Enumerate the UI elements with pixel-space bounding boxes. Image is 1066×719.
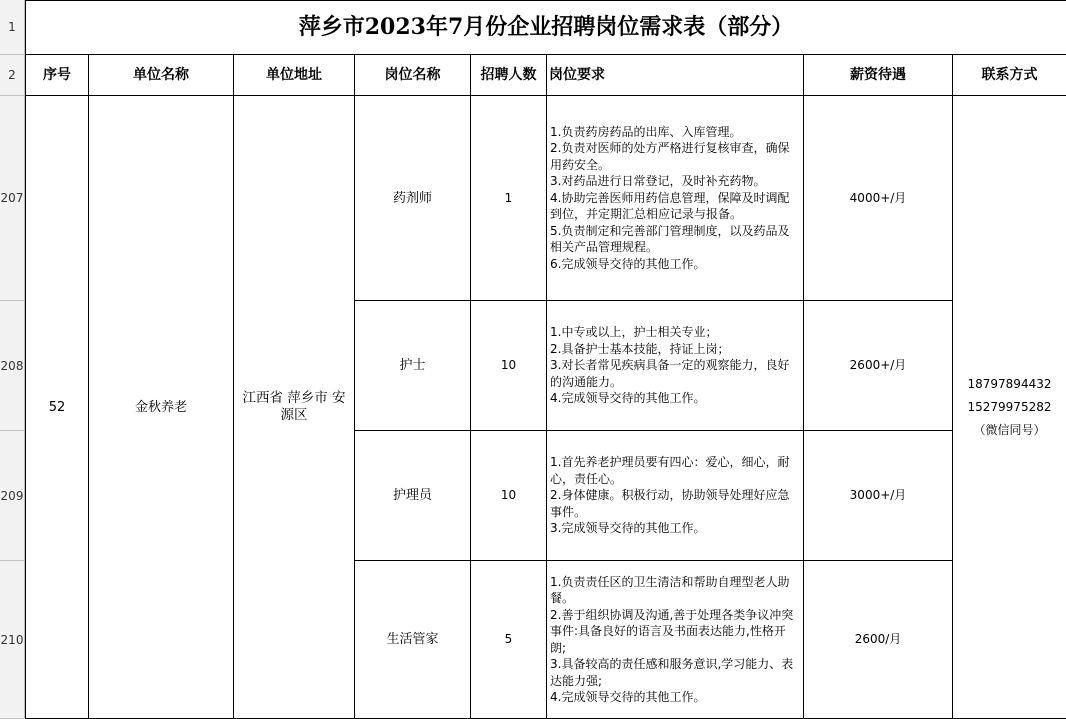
cell-requirements-208[interactable]	[547, 301, 804, 431]
cell-requirements-210[interactable]	[547, 561, 804, 719]
requirement-item: 2.身体健康。积极行动，协助领导处理好应急事件。	[550, 488, 790, 519]
requirement-item: 1.负责责任区的卫生清洁和帮助自理型老人助餐。	[550, 574, 790, 605]
contact-phone-2: 15279975282	[967, 399, 1052, 414]
header-contact[interactable]: 联系方式	[953, 55, 1066, 96]
cell-position-210[interactable]: 生活管家	[355, 561, 471, 719]
header-position[interactable]: 岗位名称	[355, 55, 471, 96]
header-address[interactable]: 单位地址	[234, 55, 355, 96]
requirement-item: 6.完成领导交待的其他工作。	[550, 256, 706, 271]
row-header-208[interactable]: 208	[0, 301, 25, 431]
requirement-item: 4.完成领导交待的其他工作。	[550, 391, 706, 406]
row-header-210[interactable]: 210	[0, 561, 25, 719]
requirement-item: 3.完成领导交待的其他工作。	[550, 521, 706, 536]
cell-count-209[interactable]: 10	[471, 431, 547, 561]
cell-address[interactable]: 江西省 萍乡市 安源区	[234, 96, 355, 719]
cell-position-208[interactable]: 护士	[355, 301, 471, 431]
requirement-item: 1.中专或以上，护士相关专业；	[550, 325, 718, 340]
sheet-title[interactable]: 萍乡市2023年7月份企业招聘岗位需求表（部分）	[26, 1, 1066, 55]
cell-position-207[interactable]: 药剂师	[355, 96, 471, 301]
cell-salary-208[interactable]: 2600+/月	[804, 301, 953, 431]
row-header-2[interactable]: 2	[0, 55, 25, 96]
requirement-item: 3.对长者常见疾病具备一定的观察能力，良好的沟通能力。	[550, 358, 790, 389]
contact-phone-1: 18797894432	[967, 376, 1052, 391]
cell-seq[interactable]: 52	[26, 96, 89, 719]
header-company[interactable]: 单位名称	[89, 55, 234, 96]
cell-count-210[interactable]: 5	[471, 561, 547, 719]
header-salary[interactable]: 薪资待遇	[804, 55, 953, 96]
header-requirements[interactable]: 岗位要求	[547, 55, 804, 96]
requirement-item: 2.负责对医师的处方严格进行复核审查，确保用药安全。	[550, 141, 790, 172]
requirement-item: 5.负责制定和完善部门管理制度，以及药品及相关产品管理规程。	[550, 223, 790, 255]
requirement-item: 3.对药品进行日常登记，及时补充药物。	[550, 174, 766, 189]
cell-count-207[interactable]: 1	[471, 96, 547, 301]
header-count[interactable]: 招聘人数	[471, 55, 547, 96]
row-header-209[interactable]: 209	[0, 431, 25, 561]
cell-salary-210[interactable]: 2600/月	[804, 561, 953, 719]
contact-wechat-note: （微信同号）	[973, 422, 1046, 437]
row-header-1[interactable]: 1	[0, 0, 25, 55]
cell-company[interactable]: 金秋养老	[89, 96, 234, 719]
requirement-item: 4.协助完善医师用药信息管理，保障及时调配到位，并定期汇总相应记录与报备。	[550, 190, 790, 222]
cell-salary-209[interactable]: 3000+/月	[804, 431, 953, 561]
requirement-item: 3.具备较高的责任感和服务意识,学习能力、表达能力强;	[550, 657, 794, 688]
requirement-item: 2.善于组织协调及沟通,善于处理各类争议冲突事件:具备良好的语言及书面表达能力,性格开朗;	[550, 607, 794, 655]
requirement-item: 1.首先养老护理员要有四心：爱心，细心，耐心，责任心。	[550, 455, 790, 486]
cell-salary-207[interactable]: 4000+/月	[804, 96, 953, 301]
requirement-item: 4.完成领导交待的其他工作。	[550, 690, 706, 704]
cell-contact[interactable]	[953, 96, 1066, 719]
cell-requirements-207[interactable]	[547, 96, 804, 301]
header-seq[interactable]: 序号	[26, 55, 89, 96]
requirement-item: 1.负责药房药品的出库、入库管理。	[550, 124, 742, 139]
cell-position-209[interactable]: 护理员	[355, 431, 471, 561]
requirement-item: 2.具备护士基本技能，持证上岗；	[550, 341, 730, 356]
cell-requirements-209[interactable]	[547, 431, 804, 561]
cell-count-208[interactable]: 10	[471, 301, 547, 431]
row-header-207[interactable]: 207	[0, 96, 25, 301]
